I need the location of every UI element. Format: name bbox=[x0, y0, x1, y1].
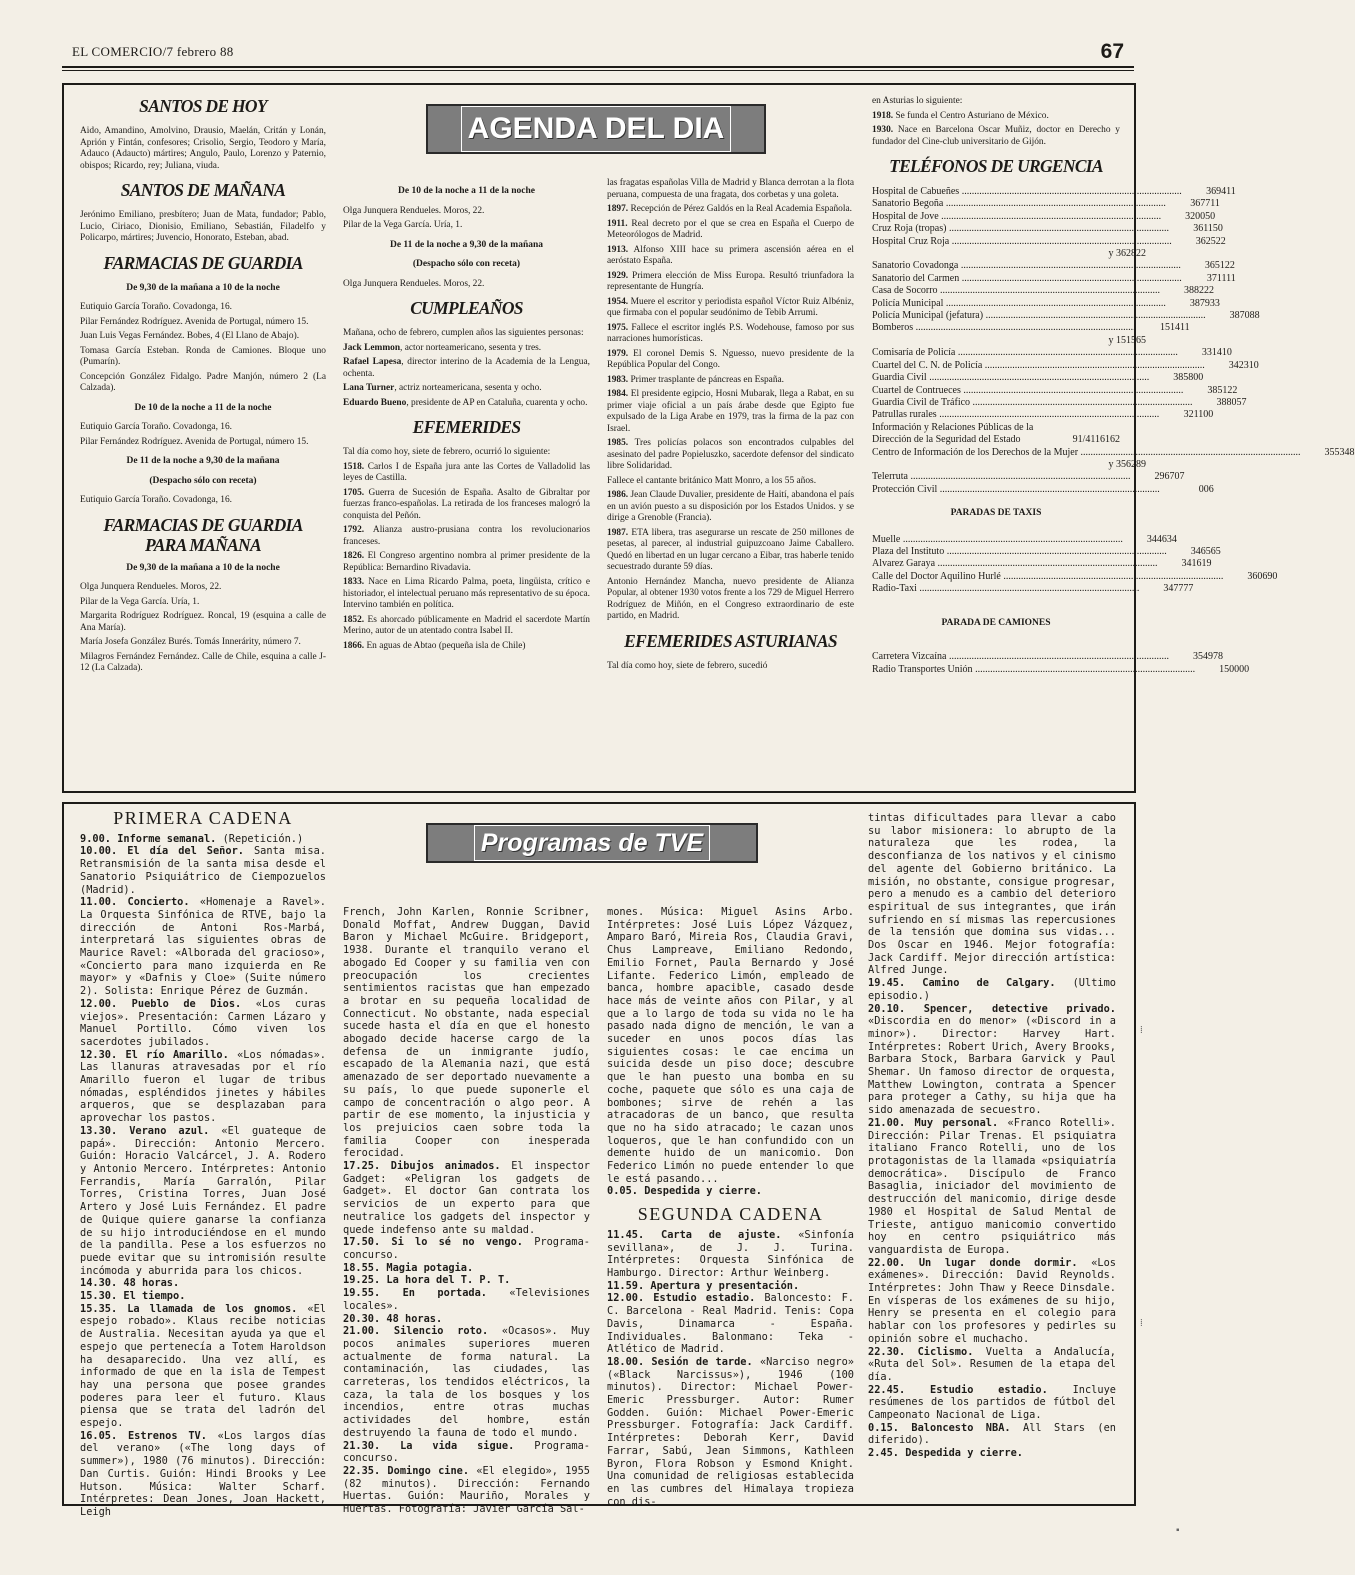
camiones-list bbox=[872, 651, 1250, 676]
phone-row: Cuartel del C. N. de Policía ..... 342310 bbox=[872, 360, 1120, 372]
phone-row: Bomberos ..... 151411 bbox=[872, 322, 1120, 334]
santos-hoy-text: Aido, Amandino, Amolvino, Drausio, Maelán, Critán y Lonán, Aprión y Fintán, confesores; Crisolio, Sergio, Teodoro y María, Adauco (Adaucto) mártires; Angulo, Paulo, Lorenzo y Paternio, obispos; Ricardo, rey; Juliana, viuda. bbox=[80, 126, 326, 171]
phone-row: Hospital Cruz Roja ..... 362522 bbox=[872, 236, 1120, 248]
efemerides-asturianas-list bbox=[872, 111, 1120, 149]
tv-program: 22.45. Estudio estadio. Incluye resúmenes de los partidos de fútbol del Campeonato Nacional de Liga. bbox=[868, 1383, 1116, 1422]
efemerides-cont: las fragatas españolas Villa de Madrid y Blanca derrotan a la flota peruana, compuesta de una fragata, dos corbetas y una goleta. bbox=[607, 178, 854, 200]
efemeride-item: 1985. Tres policías polacos son encontrados culpables del asesinato del padre Popieluszko, sacerdote defensor del sindicato libre Solidaridad. bbox=[607, 438, 854, 471]
tve-banner: Programas de TVE bbox=[426, 823, 758, 863]
farmacias-manana-schedule-1: De 9,30 de la mañana a 10 de la noche bbox=[126, 562, 280, 573]
efemeride-item: 1979. El coronel Demis S. Nguesso, nuevo presidente de la República Popular del Congo. bbox=[607, 348, 854, 370]
cumpleanos-intro: Mañana, ocho de febrero, cumplen años las siguientes personas: bbox=[343, 328, 584, 338]
tv-program: 18.00. Sesión de tarde. «Narciso negro» («Black Narcissus»), 1946 (100 minutos). Director: Michael Power-Emeric Pressburger. Autor: Rumer Godden. Guión: Michael Power-Emeric Pressburger. Fotografía: Jack Cardiff. Intérpretes: Deborah Kerr, David Farrar, Sabú, Jean Simmons, Kathleen Byron, Flora Robson y Esmond Knight. Una comunidad de religiosas establecida en las cumbres del Himalaya tropieza con dis- bbox=[607, 1355, 854, 1508]
primera-cadena-title: PRIMERA CADENA bbox=[113, 808, 293, 828]
efemeride-item: 1975. Fallece el escritor inglés P.S. Wodehouse, famoso por sus narraciones humorísticas. bbox=[607, 322, 854, 344]
tve-col4-intro: tintas dificultades para llevar a cabo su labor misionera: lo abrupto de la naturaleza que les rodea, la desconfianza de los nativos y el cinismo del agente del Gobierno británico. La misión, no obstante, consigue progresar, pero a menudo es a cambio del deterioro espiritual de sus integrantes, que irán sufriendo en sí mismas las repercusiones de la tensión que domina sus vidas... Dos Oscar en 1946. Mejor fotografía: Jack Cardiff. Mejor dirección artística: Alfred Junge. bbox=[868, 812, 1116, 977]
phone-row: Cuartel de Contrueces ..... 385122 bbox=[872, 385, 1120, 397]
phone-row: Plaza del Instituto ..... 346565 bbox=[872, 546, 1120, 558]
phone-row: y 151565 bbox=[1108, 334, 1146, 346]
tv-program: 2.45. Despedida y cierre. bbox=[868, 1447, 1023, 1460]
tv-program: 12.00. Estudio estadio. Baloncesto: F. C. Barcelona - Real Madrid. Tenis: Copa Davis, Dinamarca - España. Individuales. Balonmano: Teka - Atlético de Madrid. bbox=[607, 1292, 854, 1356]
cumpleanos-list bbox=[343, 343, 590, 410]
tv-program: 15.30. El tiempo. bbox=[80, 1290, 186, 1303]
list-item: Eutiquio García Toraño. Covadonga, 16. bbox=[80, 302, 232, 312]
birthday-item: Rafael Lapesa, director interino de la Academia de la Lengua, ochenta. bbox=[343, 357, 590, 379]
efemerides-intro: Tal día como hoy, siete de febrero, ocurrió lo siguiente: bbox=[343, 447, 551, 457]
efemeride-item: 1929. Primera elección de Miss Europa. Resultó triunfadora la representante de Hungría. bbox=[607, 270, 854, 292]
margin-mark: ⁞ bbox=[1140, 1025, 1143, 1036]
phone-row: Calle del Doctor Aquilino Hurlé ..... 360690 bbox=[872, 571, 1120, 583]
list-item: Pilar de la Vega García. Uría, 1. bbox=[343, 220, 463, 230]
phone-row: Hospital de Cabueñes ..... 369411 bbox=[872, 186, 1120, 198]
farmacias-manana-schedule-2: De 10 de la noche a 11 de la noche bbox=[398, 186, 535, 196]
phone-row: Centro de Información de los Derechos de la Mujer ..... 355348 bbox=[872, 447, 1120, 459]
list-item: Tomasa García Esteban. Ronda de Camiones. Bloque uno (Pumarín). bbox=[80, 345, 326, 367]
telefonos-list bbox=[872, 186, 1260, 422]
tv-program: 16.05. Estrenos TV. «Los largos días del verano» («The long days of summer»), 1980 (76 minutos). Dirección: Dan Curtis. Guión: Hindi Brooks y Lee Hutson. Música: Walter Scharf. Intérpretes: Dean Jones, Joan Hackett, Leigh bbox=[80, 1429, 326, 1518]
farmacias-schedule-2: De 10 de la noche a 11 de la noche bbox=[134, 402, 272, 413]
phone-row: Cruz Roja (tropas) ..... 361150 bbox=[872, 223, 1120, 235]
efemeride-item: 1866. En aguas de Abtao (pequeña isla de Chile) bbox=[343, 640, 526, 651]
list-item: Eutiquio García Toraño. Covadonga, 16. bbox=[80, 495, 232, 505]
telefonos-info-row: Información y Relaciones Públicas de la Dirección de la Seguridad del Estado 91/4116162 bbox=[872, 421, 1120, 446]
farmacias-manana-note-3: (Despacho sólo con receta) bbox=[412, 259, 521, 269]
list-item: Olga Junquera Rendueles. Moros, 22. bbox=[343, 205, 485, 216]
farmacias-note-3: (Despacho sólo con receta) bbox=[149, 475, 257, 486]
efemeride-item: 1897. Recepción de Pérez Galdós en la Real Academia Española. bbox=[607, 204, 852, 214]
margin-mark: ▪ bbox=[1176, 1525, 1180, 1536]
phone-row: Policía Municipal ..... 387933 bbox=[872, 298, 1120, 310]
tv-program: 21.30. La vida sigue. Programa-concurso. bbox=[343, 1439, 590, 1465]
tve-col-4 bbox=[868, 812, 1116, 1498]
efemeride-item: 1983. Primer trasplante de páncreas en España. bbox=[607, 374, 785, 385]
efemeride-item: 1792. Alianza austro-prusiana contra los revolucionarios franceses. bbox=[343, 525, 590, 547]
tv-program: 14.30. 48 horas. bbox=[80, 1277, 180, 1290]
tv-program: 12.00. Pueblo de Dios. «Los curas viejos». Presentación: Carmen Lázaro y Manuel Portillo. Cómo viven los sacerdotes jubilados. bbox=[80, 997, 326, 1048]
phone-row: y 362822 bbox=[1108, 248, 1146, 260]
telefonos-list-2 bbox=[872, 446, 1355, 497]
tv-program: 0.05. Despedida y cierre. bbox=[607, 1185, 762, 1198]
margin-mark: ⁞ bbox=[1140, 1318, 1143, 1329]
header-rule bbox=[62, 70, 1134, 71]
efemeride-item: 1954. Muere el escritor y periodista español Víctor Ruiz Albéniz, que firmaba con el popular seudónimo de Tebib Arrumi. bbox=[607, 296, 854, 318]
phone-row: Carretera Vizcaína ..... 354978 bbox=[872, 651, 1120, 663]
tv-program: 19.55. En portada. «Televisiones locales». bbox=[343, 1287, 590, 1312]
tv-program: 20.10. Spencer, detective privado. «Discordia en do menor» («Discord in a minor»). Director: Harvey Hart. Intérpretes: Robert Urich, Avery Brooks, Barbara Stock, Barbara Garvick y Paul Shemar. Un famoso director de orquesta, Matthew Lowington, contrata a Spencer para proteger a Cathy, su hija que ha sido amenazada de secuestro. bbox=[868, 1002, 1116, 1117]
tv-program: 17.25. Dibujos animados. El inspector Gadget: «Peligran los gadgets de Gadget». El doctor Gan contrata los servicios de un experto para que neutralice los gadgets del inspector y quede indefenso ante su maldad. bbox=[343, 1160, 590, 1236]
phone-row: Patrullas rurales ..... 321100 bbox=[872, 409, 1120, 421]
tve-program-list-4 bbox=[868, 977, 1116, 1460]
tve-program-list-3b bbox=[607, 1229, 854, 1508]
newspaper-date: EL COMERCIO/7 febrero 88 bbox=[72, 44, 234, 59]
tv-program: 19.45. Camino de Calgary. (Ultimo episodio.) bbox=[868, 977, 1116, 1002]
farmacias-manana-list-3 bbox=[343, 279, 590, 291]
efemeride-item: 1984. El presidente egipcio, Hosni Mubarak, llega a Rabat, en su primer viaje oficial a un país árabe desde que Egipto fue expulsado de la Liga Arabe en 1979, tras la firma de la paz con Israel. bbox=[607, 389, 854, 434]
list-item: Juan Luis Vegas Fernández. Bobes, 4 (El Llano de Abajo). bbox=[80, 331, 300, 341]
efemerides-hernandez-mancha: Antonio Hernández Mancha, nuevo presidente de Alianza Popular, al obtener 1930 votos frente a los 729 de Miguel Herrero Rodríguez de Miñón, en el Congreso extraordinario de este partido, en Madrid. bbox=[607, 576, 854, 621]
agenda-col-2 bbox=[343, 178, 590, 778]
santos-manana-title: SANTOS DE MAÑANA bbox=[120, 180, 286, 200]
farmacias-title: FARMACIAS DE GUARDIA bbox=[103, 252, 303, 273]
farmacias-schedule-1: De 9,30 de la mañana a 10 de la noche bbox=[126, 282, 280, 293]
agenda-col-1 bbox=[80, 88, 326, 788]
efemeride-item: 1987. ETA libera, tras asegurarse un rescate de 250 millones de pesetas, al parecer, al industrial guipuzcoano Jaime Caballero. Quedó en libertad en un lugar cercano a Eibar, tras haberle tenido secuestrado durante 59 días. bbox=[607, 527, 854, 572]
tve-col-1 bbox=[80, 808, 326, 1518]
phone-row: Sanatorio del Carmen ..... 371111 bbox=[872, 273, 1120, 285]
farmacias-manana-list-2 bbox=[343, 206, 590, 232]
farmacias-list-1 bbox=[80, 302, 326, 395]
tv-program: 21.00. Silencio roto. «Ocasos». Muy pocos animales superiores mueren actualmente de forma natural. La contaminación, las ciudades, las carreteras, los tendidos eléctricos, la caza, la tala de los bosques y los incendios, entre otras muchas actividades del hombre, están destruyendo la fauna de todo el mundo. bbox=[343, 1325, 591, 1439]
agenda-col-3 bbox=[607, 178, 854, 778]
phone-row: Guardia Civil ..... 385800 bbox=[872, 372, 1120, 384]
list-item: Concepción González Fidalgo. Padre Manjón, número 2 (La Calzada). bbox=[80, 371, 326, 393]
farmacias-list-2 bbox=[80, 422, 326, 448]
tv-program: 13.30. Verano azul. «El guateque de papá». Dirección: Antonio Mercero. Guión: Horacio Valcárcel, J. A. Rodero y Antonio Mercero. Intérpretes: Antonio Ferrandis, María Garralón, Pilar Torres, Cristina Torres, Juan José Artero y José Luis Fernández. El padre de Quique quiere ganarse la confianza de su hijo introduciéndose en el mundo de la pandilla. Pese a los esfuerzos no puede evitar que su intromisión resulte incómoda y aburrida para los chicos. bbox=[80, 1124, 326, 1277]
agenda-col-4 bbox=[872, 96, 1355, 786]
telefonos-title: TELÉFONOS DE URGENCIA bbox=[889, 156, 1103, 176]
phone-row: Radio Transportes Unión ..... 150000 bbox=[872, 664, 1120, 676]
farmacias-schedule-3: De 11 de la noche a 9,30 de la mañana bbox=[126, 456, 280, 466]
tv-program: 20.30. 48 horas. bbox=[343, 1312, 443, 1325]
tve-program-list-2 bbox=[343, 1160, 590, 1516]
tve-col2-intro: French, John Karlen, Ronnie Scribner, Donald Moffat, Andrew Duggan, David Baron y Michael McGuire. Bridgeport, 1938. Durante el tranquilo verano el abogado Ed Cooper y su familia ven con preocupación los crecientes sentimientos racistas que han empezado a brotar en su pequeña localidad de Connecticut. No obstante, nada especial sucede hasta el día en que el honesto abogado decide hacerse cargo de la defensa de un inmigrante judío, escapado de la Alemania nazi, que está amenazado de ser deportado nuevamente a su país, lo que puede suponerle el campo de concentración o algo peor. A partir de ese momento, la injusticia y los prejuicios caen sobre toda la familia Cooper con inesperada ferocidad. bbox=[343, 906, 590, 1160]
page-header bbox=[62, 40, 1134, 68]
taxis-title: PARADAS DE TAXIS bbox=[950, 508, 1042, 519]
phone-row: Guardia Civil de Tráfico ..... 388057 bbox=[872, 397, 1120, 409]
tve-program-list-1 bbox=[80, 833, 326, 1519]
farmacias-list-3 bbox=[80, 495, 326, 507]
cumpleanos-title: CUMPLEAÑOS bbox=[410, 298, 523, 318]
tv-program: 19.25. La hora del T. P. T. bbox=[343, 1274, 511, 1287]
phone-row: Sanatorio Begoña ..... 367711 bbox=[872, 198, 1120, 210]
santos-hoy-title: SANTOS DE HOY bbox=[139, 96, 267, 116]
tv-program: 18.55. Magia potagia. bbox=[343, 1261, 474, 1274]
efemeride-item: 1911. Real decreto por el que se crea en España el Cuerpo de Meteorólogos de Madrid. bbox=[607, 218, 854, 240]
tv-program: 11.59. Apertura y presentación. bbox=[607, 1279, 800, 1292]
list-item: María Josefa González Burés. Tomás Innerárity, número 7. bbox=[80, 637, 301, 647]
agenda-banner: AGENDA DEL DIA bbox=[426, 104, 766, 154]
tv-program: 17.50. Si lo sé no vengo. Programa-concurso. bbox=[343, 1236, 590, 1261]
phone-row: Telerruta ..... 296707 bbox=[872, 471, 1120, 483]
farmacias-manana-schedule-3: De 11 de la noche a 9,30 de la mañana bbox=[389, 239, 544, 250]
tv-program: 10.00. El día del Señor. Santa misa. Retransmisión de la santa misa desde el Sanatorio Psiquiátrico de Ciempozuelos (Madrid). bbox=[80, 845, 326, 896]
phone-row: Radio-Taxi ..... 347777 bbox=[872, 583, 1120, 595]
tv-program: 11.45. Carta de ajuste. «Sinfonía sevillana», de J. J. Turina. Intérpretes: Orquesta Sinfónica de Hamburgo. Director: Arthur Weinberg. bbox=[607, 1228, 854, 1279]
efemeride-item: 1930. Nace en Barcelona Oscar Muñiz, doctor en Derecho y fundador del Cine-club universitario de Gijón. bbox=[872, 125, 1120, 147]
tv-program: 22.30. Ciclismo. Vuelta a Andalucía, «Ruta del Sol». Resumen de la etapa del día. bbox=[868, 1345, 1116, 1383]
efemeride-item: 1913. Alfonso XIII hace su primera ascensión aérea en el aeróstato España. bbox=[607, 244, 854, 266]
tv-program: 22.35. Domingo cine. «El elegido», 1955 (82 minutos). Dirección: Fernando Huertas. Guión: Mauriño, Morales y Huertas. Fotografía: Javier García Sal- bbox=[343, 1464, 590, 1516]
birthday-item: Jack Lemmon, actor norteamericano, sesenta y tres. bbox=[343, 342, 542, 353]
tv-program: 12.30. El río Amarillo. «Los nómadas». Las llanuras atravesadas por el río Amarillo fueron el lugar de tribus nómadas, espléndidos jinetes y hábiles arqueros, que se desplazaban para aprovechar los pastos. bbox=[80, 1048, 326, 1125]
list-item: Olga Junquera Rendueles. Moros, 22. bbox=[80, 582, 222, 592]
tv-program: 15.35. La llamada de los gnomos. «El espejo robado». Klaus recibe noticias de Australia. Necesitan ayuda ya que el espejo que pertenecía a Totem Haroldson ha desaparecido. Una vez allí, es informado de que en la isla de Tempest hay una persona que posee grandes poderes para leer el futuro. Klaus piensa que se trata del ladrón del espejo. bbox=[80, 1302, 326, 1430]
phone-row: y 356289 bbox=[1108, 458, 1146, 470]
phone-row: Policía Municipal (jefatura) ..... 387088 bbox=[872, 310, 1120, 322]
efemerides-list-a bbox=[343, 462, 590, 653]
tve-col-3 bbox=[607, 906, 854, 1508]
phone-row: Hospital de Jove ..... 320050 bbox=[872, 211, 1120, 223]
page-number: 67 bbox=[1100, 40, 1124, 63]
phone-row: Casa de Socorro ..... 388222 bbox=[872, 285, 1120, 297]
phone-row: Comisaría de Policía ..... 331410 bbox=[872, 347, 1120, 359]
list-item: Margarita Rodríguez Rodríguez. Roncal, 19 (esquina a calle de Ana María). bbox=[80, 611, 326, 633]
phone-row: Protección Civil ..... 006 bbox=[872, 484, 1120, 496]
tv-program: 21.00. Muy personal. «Franco Rotelli». Dirección: Pilar Trenas. El psiquiatra italiano Franco Rotelli, uno de los protagonistas de la llamada «psiquiatría democrática». Discípulo de Franco Basaglia, iniciador del movimiento de destrucción del manicomio, dirige desde 1980 el Hospital de Salud Mental de Trieste, antiguo manicomio convertido hoy en centro psiquiátrico más vanguardista de Europa. bbox=[868, 1116, 1116, 1256]
tv-program: 9.00. Informe semanal. (Repetición.) bbox=[80, 832, 304, 845]
tv-program: 0.15. Baloncesto NBA. All Stars (en diferido). bbox=[868, 1421, 1116, 1447]
efemerides-asturianas-title: EFEMERIDES ASTURIANAS bbox=[624, 630, 837, 651]
tve-col-2 bbox=[343, 906, 591, 1516]
birthday-item: Eduardo Bueno, presidente de AP en Cataluña, cuarenta y ocho. bbox=[343, 397, 588, 408]
list-item: Eutiquio García Toraño. Covadonga, 16. bbox=[80, 422, 232, 432]
efemerides-list-b bbox=[607, 204, 854, 473]
santos-manana-text: Jerónimo Emiliano, presbítero; Juan de Mata, fundador; Pablo, Lucio, Ciriaco, Dionisio, Emiliano, Sebastián, Filadelfo y Policarpo, mártires; Juvencio, Honorato, Esteban, abad. bbox=[80, 210, 326, 243]
phone-row: Muelle ..... 344634 bbox=[872, 534, 1120, 546]
efemerides-asturianas-intro: Tal día como hoy, siete de febrero, sucedió bbox=[607, 660, 768, 671]
phone-row: Alvarez Garaya ..... 341619 bbox=[872, 558, 1120, 570]
taxis-list bbox=[872, 533, 1278, 596]
efemeride-item: 1705. Guerra de Sucesión de España. Asalto de Gibraltar por fuerzas franco-españolas. La retirada de los franceses malogró la conquista del Peñón. bbox=[343, 487, 590, 521]
birthday-item: Lana Turner, actriz norteamericana, sesenta y ocho. bbox=[343, 383, 542, 393]
tve-col3-intro: mones. Música: Miguel Asins Arbo. Intérpretes: José Luis López Vázquez, Amparo Baró, Mireia Ros, Claudia Gravi, Chus Lampreave, Emiliano Redondo, Emilio Fornet, Paula Bernardo y José Lifante. Federico Limón, empleado de banca, hombre apacible, casado desde hace más de veinte años con Pilar, y al que a lo largo de toda su vida no le ha pasado nada digno de mención, le van a suceder en unos pocos días las siguientes cosas: le cae encima un suicida desde un piso doce; descubre que le han puesto una bomba en su coche, paquete que sólo es una caja de bombones; sirve de rehén a las atracadoras de un banco, que resulta que no ha sido atracado; le cazan unos loqueros, que le han confundido con un demente huido de un manicomio. Don Federico Limón no puede entender lo que le está pasando... bbox=[607, 906, 854, 1185]
efemeride-item: 1833. Nace en Lima Ricardo Palma, poeta, lingüista, crítico e historiador, el intelectual peruano más representativo de su época. Intervino también en política. bbox=[343, 577, 590, 610]
efemeride-item: 1852. Es ahorcado públicamente en Madrid el sacerdote Martín Merino, autor de un atentado contra Isabel II. bbox=[343, 614, 590, 636]
efemeride-item: 1986. Jean Claude Duvalier, presidente de Haití, abandona el país en un avión puesto a su disposición por los Estados Unidos. y se dirige a Grenoble (Francia). bbox=[607, 490, 854, 523]
efemerides-title: EFEMERIDES bbox=[412, 417, 521, 437]
farmacias-manana-title: FARMACIAS DE GUARDIA PARA MAÑANA bbox=[103, 514, 303, 555]
list-item: Pilar Fernández Rodríguez. Avenida de Portugal, número 15. bbox=[80, 436, 309, 447]
tv-program: 11.00. Concierto. «Homenaje a Ravel». La Orquesta Sinfónica de RTVE, bajo la dirección de Antoni Ros-Marbá, interpretará las siguientes obras de Maurice Ravel: «Alborada del gracioso», «Concierto para mano izquierda en Re mayor» y «Dafnis y Cloe» (Suite número 2). Solista: Enrique Pérez de Guzmán. bbox=[80, 896, 326, 998]
phone-row: Sanatorio Covadonga ..... 365122 bbox=[872, 260, 1120, 272]
farmacias-manana-list-1 bbox=[80, 582, 326, 675]
efemeride-item: 1918. Se funda el Centro Asturiano de México. bbox=[872, 110, 1049, 121]
efemerides-asturianas-cont: en Asturias lo siguiente: bbox=[872, 96, 963, 106]
list-item: Pilar Fernández Rodríguez. Avenida de Portugal, número 15. bbox=[80, 316, 309, 327]
list-item: Pilar de la Vega García. Uría, 1. bbox=[80, 596, 200, 607]
camiones-title: PARADA DE CAMIONES bbox=[941, 617, 1051, 628]
efemerides-list-c bbox=[607, 490, 854, 574]
segunda-cadena-title: SEGUNDA CADENA bbox=[637, 1204, 824, 1225]
tve-program-list-3a bbox=[607, 1185, 854, 1198]
list-item: Olga Junquera Rendueles. Moros, 22. bbox=[343, 278, 485, 289]
efemeride-item: 1826. El Congreso argentino nombra al primer presidente de la República: Bernardino Rivadavia. bbox=[343, 551, 590, 573]
tv-program: 22.00. Un lugar donde dormir. «Los exámenes». Dirección: David Reynolds. Intérpretes: John Thaw y Reece Dinsdale. En vísperas de los exámenes de su hijo, Henry se presenta en el colegio para hablar con los profesores y pedirles su opinión sobre el muchacho. bbox=[868, 1256, 1117, 1345]
efemerides-matt-monro: Fallece el cantante británico Matt Monro, a los 55 años. bbox=[607, 475, 817, 486]
list-item: Milagros Fernández Fernández. Calle de Chile, esquina a calle J-12 (La Calzada). bbox=[80, 651, 326, 673]
efemeride-item: 1518. Carlos I de España jura ante las Cortes de Valladolid las leyes de Castilla. bbox=[343, 461, 590, 483]
